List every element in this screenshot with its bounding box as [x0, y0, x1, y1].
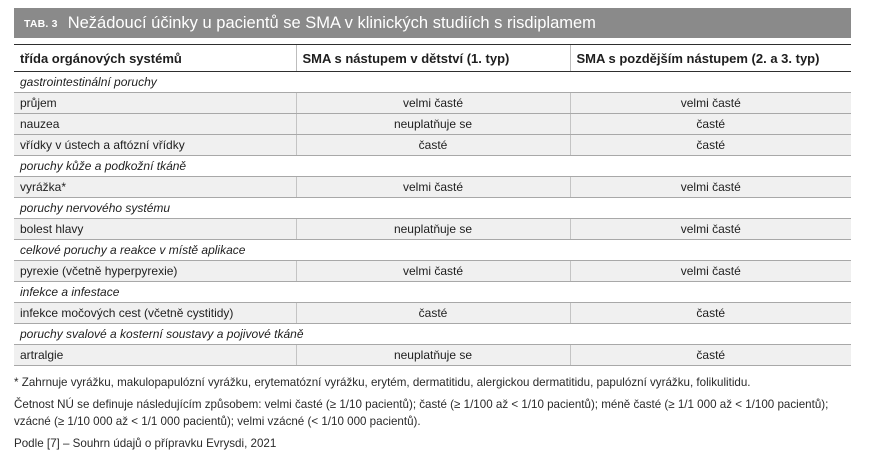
table-row — [14, 114, 851, 135]
category-row — [14, 198, 851, 219]
header-organ-class: třída orgánových systémů — [14, 45, 296, 72]
row-later-value: časté — [570, 345, 851, 366]
category-label: poruchy kůže a podkožní tkáně — [14, 156, 851, 177]
row-infant-value: časté — [296, 303, 570, 324]
row-name: infekce močových cest (včetně cystitidy) — [14, 303, 296, 324]
row-name: bolest hlavy — [14, 219, 296, 240]
table-row — [14, 261, 851, 282]
header-later-onset: SMA s pozdějším nástupem (2. a 3. typ) — [570, 45, 851, 72]
table-row — [14, 303, 851, 324]
category-label: poruchy nervového systému — [14, 198, 851, 219]
row-later-value: časté — [570, 135, 851, 156]
adverse-effects-table — [14, 44, 851, 366]
row-infant-value: velmi časté — [296, 93, 570, 114]
row-later-value: velmi časté — [570, 261, 851, 282]
category-row — [14, 240, 851, 261]
frequency-definition: Četnost NÚ se definuje následujícím způsobem: velmi časté (≥ 1/10 pacientů); časté (≥ 1/100 až < 1/10 pacientů); méně časté (≥ 1/1 000 až < 1/100 pacientů); vzácné (≥ 1/10 000 až < 1/1 000 pacientů); velmi vzácné (< 1/10 000 pacientů). — [14, 398, 829, 428]
header-infant-onset: SMA s nástupem v dětství (1. typ) — [296, 45, 570, 72]
table-header-row — [14, 45, 851, 72]
row-name: vřídky v ústech a aftózní vřídky — [14, 135, 296, 156]
row-later-value: časté — [570, 114, 851, 135]
row-infant-value: neuplatňuje se — [296, 219, 570, 240]
row-infant-value: velmi časté — [296, 261, 570, 282]
row-later-value: velmi časté — [570, 177, 851, 198]
table-row — [14, 219, 851, 240]
table-row — [14, 135, 851, 156]
category-label: celkové poruchy a reakce v místě aplikace — [14, 240, 851, 261]
category-row — [14, 72, 851, 93]
category-label: gastrointestinální poruchy — [14, 72, 851, 93]
row-later-value: časté — [570, 303, 851, 324]
row-later-value: velmi časté — [570, 93, 851, 114]
rash-footnote: * Zahrnuje vyrážku, makulopapulózní vyrážku, erytematózní vyrážku, erytém, dermatitidu, alergickou dermatitidu, papulózní vyrážku, folikulitidu. — [14, 376, 751, 389]
category-label: poruchy svalové a kosterní soustavy a pojivové tkáně — [14, 324, 851, 345]
row-infant-value: časté — [296, 135, 570, 156]
row-name: pyrexie (včetně hyperpyrexie) — [14, 261, 296, 282]
row-name: nauzea — [14, 114, 296, 135]
row-name: vyrážka* — [14, 177, 296, 198]
category-label: infekce a infestace — [14, 282, 851, 303]
row-name: artralgie — [14, 345, 296, 366]
table-title-bar — [14, 8, 851, 38]
source-citation: Podle [7] – Souhrn údajů o přípravku Evrysdi, 2021 — [14, 437, 277, 450]
table-notes — [14, 374, 854, 452]
category-row — [14, 324, 851, 345]
row-name: průjem — [14, 93, 296, 114]
category-row — [14, 156, 851, 177]
row-infant-value: neuplatňuje se — [296, 114, 570, 135]
category-row — [14, 282, 851, 303]
row-infant-value: velmi časté — [296, 177, 570, 198]
row-infant-value: neuplatňuje se — [296, 345, 570, 366]
row-later-value: velmi časté — [570, 219, 851, 240]
table-row — [14, 93, 851, 114]
table-row — [14, 345, 851, 366]
table-number-label: TAB. 3 — [24, 18, 58, 30]
table-title: Nežádoucí účinky u pacientů se SMA v klinických studiích s risdiplamem — [67, 13, 596, 32]
table-row — [14, 177, 851, 198]
